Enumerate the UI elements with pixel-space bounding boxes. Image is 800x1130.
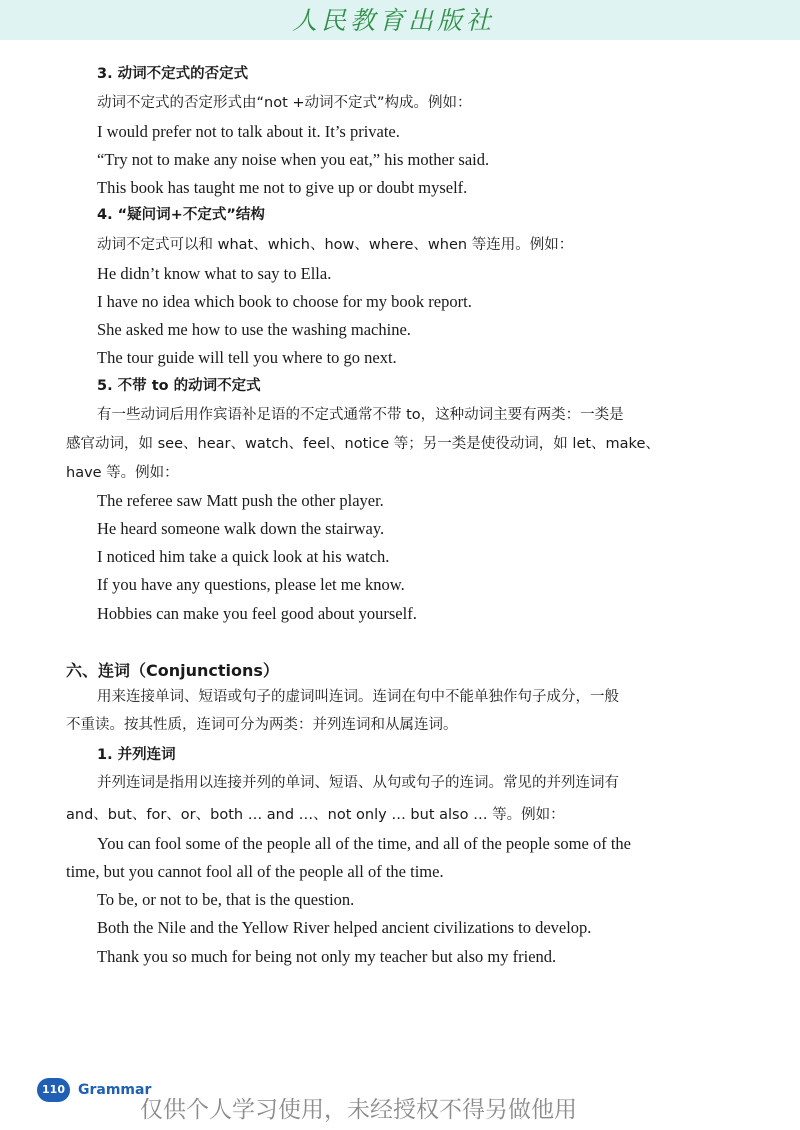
example-sentence: The referee saw Matt push the other player.: [97, 491, 384, 510]
example-sentence: I would prefer not to talk about it. It’s private.: [97, 122, 400, 141]
section-4-intro: 动词不定式可以和 what、which、how、where、when 等连用。例如：: [97, 237, 574, 253]
example-sentence: I noticed him take a quick look at his watch.: [97, 547, 390, 566]
example-sentence: To be, or not to be, that is the question.: [97, 890, 355, 909]
section-5-intro: 感官动词，如 see、hear、watch、feel、notice 等；另一类是使役动词，如 let、make、: [66, 436, 660, 452]
watermark-notice: 仅供个人学习使用，未经授权不得另做他用: [140, 1097, 577, 1123]
section-six-intro: 不重读。按其性质，连词可分为两类：并列连词和从属连词。: [66, 717, 458, 733]
example-sentence: She asked me how to use the washing machine.: [97, 320, 411, 339]
publisher-logo-text: 人民教育出版社: [292, 6, 496, 35]
example-sentence: Thank you so much for being not only my teacher but also my friend.: [97, 947, 557, 966]
section-5-heading: 5. 不带 to 的动词不定式: [97, 378, 261, 394]
section-3-intro: 动词不定式的否定形式由“not +动词不定式”构成。例如：: [97, 95, 472, 111]
example-sentence: Both the Nile and the Yellow River helped ancient civilizations to develop.: [97, 918, 592, 937]
conjunction-1-heading: 1. 并列连词: [97, 747, 176, 763]
example-sentence: I have no idea which book to choose for my book report.: [97, 292, 472, 311]
section-5-intro: 有一些动词后用作宾语补足语的不定式通常不带 to，这种动词主要有两类：一类是: [97, 407, 624, 423]
example-sentence: “Try not to make any noise when you eat,” his mother said.: [97, 150, 490, 169]
section-six-intro: 用来连接单词、短语或句子的虚词叫连词。连词在句中不能单独作句子成分，一般: [97, 689, 619, 705]
example-sentence: This book has taught me not to give up or doubt myself.: [97, 178, 468, 197]
example-sentence: If you have any questions, please let me know.: [97, 575, 405, 594]
example-sentence: He didn’t know what to say to Ella.: [97, 264, 332, 283]
conjunction-1-intro: and、but、for、or、both … and …、not only … but also … 等。例如：: [66, 807, 565, 823]
footer-section-label: Grammar: [78, 1082, 152, 1098]
example-sentence: You can fool some of the people all of the time, and all of the people some of the: [97, 834, 631, 853]
section-4-heading: 4. “疑问词+不定式”结构: [97, 207, 265, 223]
example-sentence: time, but you cannot fool all of the people all of the time.: [66, 862, 444, 881]
page-number-badge: 110: [37, 1078, 70, 1102]
conjunction-1-intro: 并列连词是指用以连接并列的单词、短语、从句或句子的连词。常见的并列连词有: [97, 775, 619, 791]
section-3-heading: 3. 动词不定式的否定式: [97, 66, 249, 82]
section-5-intro: have 等。例如：: [66, 465, 179, 481]
example-sentence: The tour guide will tell you where to go next.: [97, 348, 397, 367]
example-sentence: Hobbies can make you feel good about yourself.: [97, 604, 417, 623]
example-sentence: He heard someone walk down the stairway.: [97, 519, 385, 538]
section-six-title: 六、连词（Conjunctions）: [66, 661, 279, 680]
